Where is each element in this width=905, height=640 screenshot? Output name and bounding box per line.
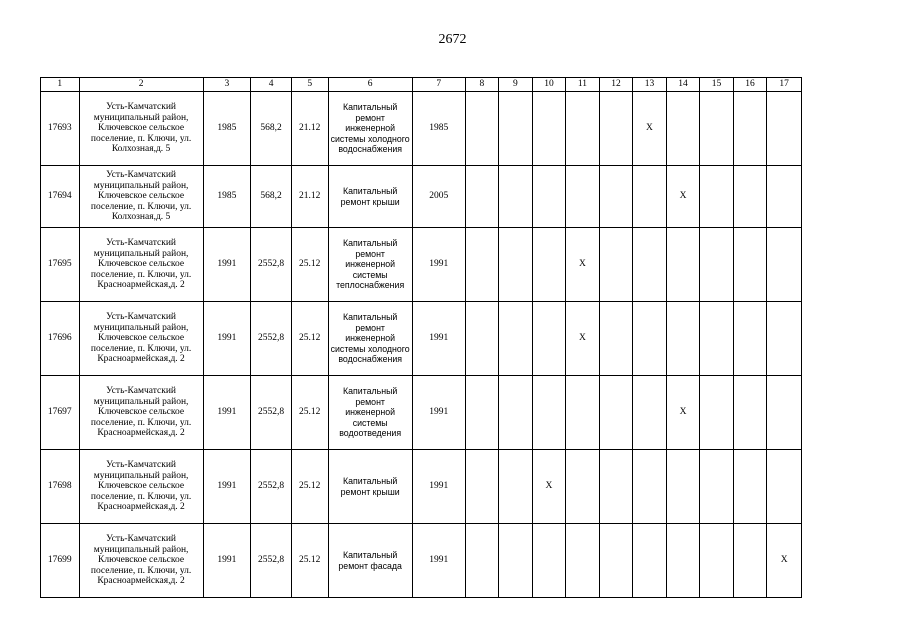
column-header-2: 2 — [79, 78, 203, 92]
cell-mark: X — [566, 302, 600, 376]
cell-empty — [465, 450, 499, 524]
cell-area: 2552,8 — [251, 302, 292, 376]
cell-id: 17695 — [41, 228, 80, 302]
cell-empty — [700, 524, 734, 598]
cell-empty — [566, 92, 600, 166]
cell-work-year: 1991 — [412, 450, 465, 524]
cell-id: 17696 — [41, 302, 80, 376]
cell-empty — [499, 228, 533, 302]
cell-empty — [700, 450, 734, 524]
cell-work: Капитальный ремонт инженерной системы холодного водоснабжения — [328, 302, 412, 376]
cell-empty — [532, 92, 566, 166]
cell-empty — [599, 450, 633, 524]
cell-empty — [633, 524, 667, 598]
cell-empty — [700, 92, 734, 166]
cell-empty — [700, 166, 734, 228]
cell-mark: X — [633, 92, 667, 166]
column-header-17: 17 — [767, 78, 802, 92]
cell-empty — [700, 228, 734, 302]
cell-area: 2552,8 — [251, 450, 292, 524]
cell-empty — [700, 302, 734, 376]
cell-empty — [566, 376, 600, 450]
column-header-9: 9 — [499, 78, 533, 92]
column-header-10: 10 — [532, 78, 566, 92]
cell-code: 25.12 — [291, 450, 328, 524]
cell-code: 21.12 — [291, 166, 328, 228]
cell-empty — [666, 228, 700, 302]
column-header-16: 16 — [733, 78, 767, 92]
cell-year: 1985 — [203, 92, 251, 166]
column-header-3: 3 — [203, 78, 251, 92]
cell-address: Усть-Камчатский муниципальный район, Ключевское сельское поселение, п. Ключи, ул. Красноармейская,д. 2 — [79, 450, 203, 524]
table-row — [41, 92, 802, 166]
cell-year: 1991 — [203, 302, 251, 376]
column-header-8: 8 — [465, 78, 499, 92]
cell-year: 1991 — [203, 228, 251, 302]
cell-empty — [733, 450, 767, 524]
cell-code: 25.12 — [291, 228, 328, 302]
cell-empty — [767, 228, 802, 302]
cell-empty — [700, 376, 734, 450]
cell-empty — [633, 450, 667, 524]
cell-empty — [465, 524, 499, 598]
cell-code: 21.12 — [291, 92, 328, 166]
cell-empty — [666, 302, 700, 376]
cell-work-year: 1991 — [412, 524, 465, 598]
cell-work: Капитальный ремонт инженерной системы холодного водоснабжения — [328, 92, 412, 166]
cell-empty — [633, 228, 667, 302]
cell-mark: X — [666, 376, 700, 450]
cell-area: 2552,8 — [251, 524, 292, 598]
cell-code: 25.12 — [291, 376, 328, 450]
cell-empty — [599, 166, 633, 228]
cell-year: 1985 — [203, 166, 251, 228]
cell-year: 1991 — [203, 450, 251, 524]
cell-empty — [499, 524, 533, 598]
cell-empty — [566, 524, 600, 598]
cell-work: Капитальный ремонт крыши — [328, 166, 412, 228]
cell-empty — [633, 376, 667, 450]
cell-area: 2552,8 — [251, 376, 292, 450]
cell-empty — [499, 376, 533, 450]
cell-empty — [566, 166, 600, 228]
cell-year: 1991 — [203, 376, 251, 450]
cell-empty — [465, 92, 499, 166]
cell-empty — [767, 92, 802, 166]
cell-address: Усть-Камчатский муниципальный район, Ключевское сельское поселение, п. Ключи, ул. Красноармейская,д. 2 — [79, 524, 203, 598]
cell-empty — [465, 228, 499, 302]
cell-mark: X — [767, 524, 802, 598]
cell-address: Усть-Камчатский муниципальный район, Ключевское сельское поселение, п. Ключи, ул. Колхозная,д. 5 — [79, 166, 203, 228]
column-header-15: 15 — [700, 78, 734, 92]
column-header-11: 11 — [566, 78, 600, 92]
cell-work: Капитальный ремонт инженерной системы теплоснабжения — [328, 228, 412, 302]
cell-empty — [733, 166, 767, 228]
page-number: 2672 — [438, 32, 467, 47]
cell-empty — [599, 92, 633, 166]
cell-empty — [499, 450, 533, 524]
cell-empty — [465, 302, 499, 376]
cell-work: Капитальный ремонт крыши — [328, 450, 412, 524]
column-header-5: 5 — [291, 78, 328, 92]
repair-register-table — [40, 77, 802, 598]
cell-id: 17693 — [41, 92, 80, 166]
table-row — [41, 166, 802, 228]
header-row — [41, 78, 802, 92]
cell-empty — [767, 166, 802, 228]
cell-code: 25.12 — [291, 302, 328, 376]
cell-empty — [532, 228, 566, 302]
cell-empty — [733, 92, 767, 166]
cell-empty — [465, 376, 499, 450]
cell-id: 17694 — [41, 166, 80, 228]
column-header-12: 12 — [599, 78, 633, 92]
cell-work-year: 1991 — [412, 228, 465, 302]
table-row — [41, 524, 802, 598]
cell-empty — [733, 376, 767, 450]
cell-work-year: 1991 — [412, 302, 465, 376]
column-header-14: 14 — [666, 78, 700, 92]
cell-address: Усть-Камчатский муниципальный район, Ключевское сельское поселение, п. Ключи, ул. Красноармейская,д. 2 — [79, 228, 203, 302]
cell-empty — [633, 302, 667, 376]
table-row — [41, 450, 802, 524]
cell-area: 2552,8 — [251, 228, 292, 302]
cell-area: 568,2 — [251, 92, 292, 166]
cell-work-year: 1991 — [412, 376, 465, 450]
cell-empty — [767, 302, 802, 376]
cell-mark: X — [666, 166, 700, 228]
cell-empty — [733, 302, 767, 376]
cell-id: 17698 — [41, 450, 80, 524]
cell-work: Капитальный ремонт фасада — [328, 524, 412, 598]
column-header-13: 13 — [633, 78, 667, 92]
cell-empty — [633, 166, 667, 228]
table-header — [41, 78, 802, 92]
cell-code: 25.12 — [291, 524, 328, 598]
cell-empty — [733, 524, 767, 598]
cell-empty — [465, 166, 499, 228]
table-row — [41, 376, 802, 450]
cell-empty — [532, 524, 566, 598]
cell-empty — [499, 92, 533, 166]
cell-year: 1991 — [203, 524, 251, 598]
cell-mark: X — [566, 228, 600, 302]
cell-empty — [599, 376, 633, 450]
column-header-7: 7 — [412, 78, 465, 92]
cell-empty — [599, 228, 633, 302]
cell-empty — [499, 302, 533, 376]
cell-empty — [566, 450, 600, 524]
cell-work: Капитальный ремонт инженерной системы водоотведения — [328, 376, 412, 450]
table-body — [41, 92, 802, 598]
cell-empty — [532, 302, 566, 376]
cell-id: 17697 — [41, 376, 80, 450]
table-row — [41, 302, 802, 376]
cell-empty — [666, 92, 700, 166]
cell-empty — [767, 376, 802, 450]
cell-mark: X — [532, 450, 566, 524]
cell-empty — [532, 166, 566, 228]
cell-empty — [499, 166, 533, 228]
table-row — [41, 228, 802, 302]
cell-id: 17699 — [41, 524, 80, 598]
cell-area: 568,2 — [251, 166, 292, 228]
cell-work-year: 1985 — [412, 92, 465, 166]
cell-empty — [733, 228, 767, 302]
cell-empty — [666, 450, 700, 524]
cell-address: Усть-Камчатский муниципальный район, Ключевское сельское поселение, п. Ключи, ул. Красноармейская,д. 2 — [79, 376, 203, 450]
cell-work-year: 2005 — [412, 166, 465, 228]
cell-address: Усть-Камчатский муниципальный район, Ключевское сельское поселение, п. Ключи, ул. Колхозная,д. 5 — [79, 92, 203, 166]
cell-empty — [599, 524, 633, 598]
cell-address: Усть-Камчатский муниципальный район, Ключевское сельское поселение, п. Ключи, ул. Красноармейская,д. 2 — [79, 302, 203, 376]
column-header-1: 1 — [41, 78, 80, 92]
cell-empty — [767, 450, 802, 524]
column-header-6: 6 — [328, 78, 412, 92]
cell-empty — [532, 376, 566, 450]
cell-empty — [666, 524, 700, 598]
column-header-4: 4 — [251, 78, 292, 92]
cell-empty — [599, 302, 633, 376]
